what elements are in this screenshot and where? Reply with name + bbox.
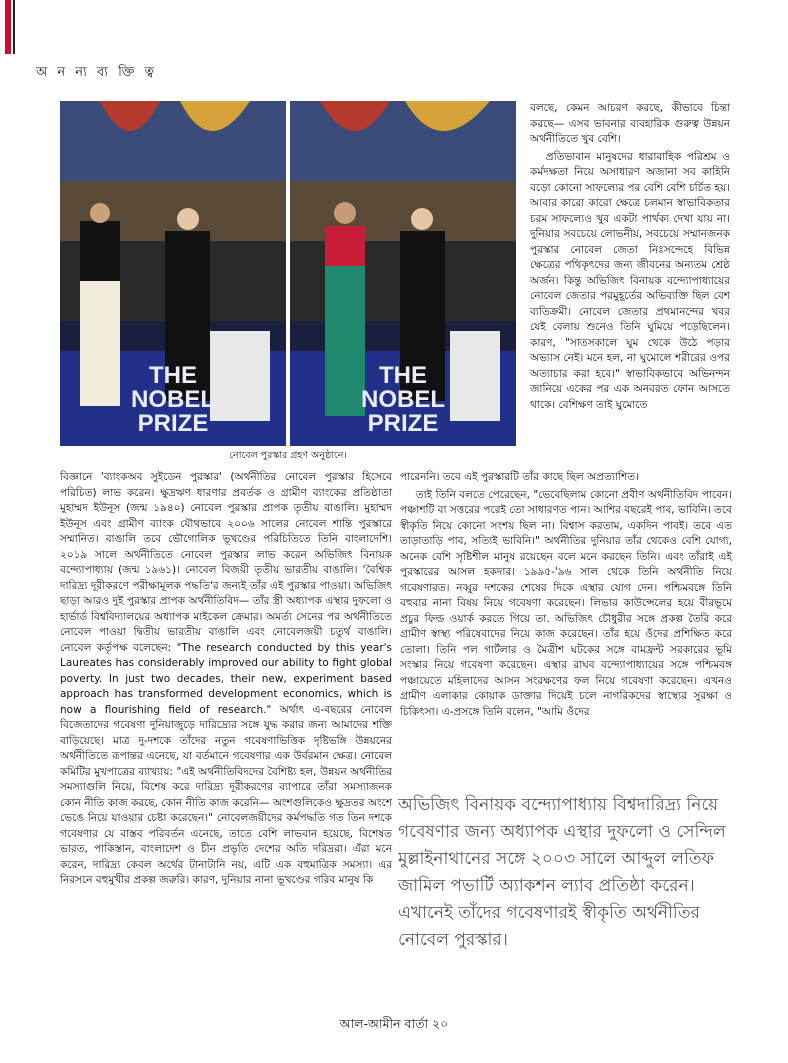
body-column-right (400, 470, 732, 722)
paragraph: প্রতিভাবান মানুষদের ধারাবাহিক পরিশ্রম ও কর্মদক্ষতা নিয়ে অসাধারণ অজানা সব কাহিনি বড়ো কোনো সাফল্যের পর বেশি বেশি চর্চিত হয়। আবার কারো কারো ক্ষেত্রে চলমান স্বাভাবিকতার চরম সাফল্যেও খুব একটা পার্থক্য দেখা যায় না। দুনিয়ার সবচেয়ে লোভনীয়, সবচেয়ে সম্মানজনক পুরস্কার নোবেল জেতা নিঃসন্দেহে বিভিন্ন ক্ষেত্রের পথিকৃৎদের জন্য জীবনের অন্যতম শ্রেষ্ঠ অর্জন। কিন্তু অভিজিৎ বিনায়ক বন্দ্যোপাধ্যায়ের নোবেল জেতার পরমুহূর্তের অভিব্যক্তি ছিল বেশ ব্যতিক্রমী। নোবেল জেতার প্রথমানন্দের খবর যেই বেলায় শুনেও তিনি ঘুমিয়ে পড়েছিলেন। কারণ, "সাতসকালে ঘুম থেকে উঠে পড়ার অভ্যাস নেই। মনে হল, না ঘুমোলে শরীরের ওপর অত্যাচার করা হবে।" স্বাভাবিকভাবে অভিনন্দন জানিয়ে একের পর এক অনবরত ফোন আসতে থাকে। বেশিক্ষণ তাই ঘুমোতে (530, 150, 730, 411)
page-footer: আল-আমীন বার্তা ২০ (339, 1016, 449, 1031)
paragraph: বলছে, কেমন আচরণ করছে, কীভাবে চিন্তা করছে— এসব ভাবনার ব্যবহারিক গুরুত্ব উন্নয়ন অর্থনীতিতে খুব বেশি। (530, 102, 730, 145)
section-title: অ ন ন্য ব্য ক্তি ত্ব (36, 65, 157, 80)
paragraph: পারেননি। তবে এই পুরস্কারটি তাঁর কাছে ছিল অপ্রত্যাশিত। (400, 471, 639, 483)
nobel-ceremony-photo-left (60, 101, 286, 446)
photo-caption: নোবেল পুরস্কার গ্রহণ অনুষ্ঠানে। (229, 450, 347, 461)
paragraph: বিজ্ঞানে 'ব্যাংকঅব সুইডেন পুরস্কার' (অর্থনীতির নোবেল পুরস্কার হিসেবে পরিচিত) লাভ করেন। ক্ষুদ্রঋণ ধারণার প্রবর্তক ও গ্রামীণ ব্যাংকের প্রতিষ্ঠাতা মুহাম্মদ ইউনূস (জন্ম ১৯৪০) নোবেল পুরস্কার প্রাপক তৃতীয় বাঙালি। মুহাম্মদ ইউনূস এবং গ্রামীণ ব্যাংক যৌথভাবে ২০০৬ সালের নোবেল শান্তি পুরস্কারে সম্মানিত। বাঙালি তবে ভৌগোলিক ভূখণ্ডের পরিচিতিতে তিনি বাংলাদেশি। ২০১৯ সালে অর্থনীতিতে নোবেল পুরস্কার লাভ করেন অভিজিৎ বিনায়ক বন্দ্যোপাধ্যায় (জন্ম ১৯৬১)। নোবেল বিজয়ী তৃতীয় ভারতীয় বাঙালি। 'বৈশ্বিক দারিদ্র্য দূরীকরণে পরীক্ষামূলক পদ্ধতি'র জন্যই তাঁর এই পুরস্কার পাওয়া। অভিজিৎ ছাড়া আরও দুই পুরস্কার প্রাপক অর্থনীতিবিদ— তাঁর স্ত্রী অধ্যাপক এস্থার দুফলো ও হার্ভার্ড বিশ্ববিদ্যালয়ের অধ্যাপক মাইকেল ক্রেমার। অমর্ত্য সেনের পর অর্থনীতিতে নোবেল পাওয়া দ্বিতীয় ভারতীয় বাঙালি এবং নোবেলজয়ী চতুর্থ বাঙালি। নোবেল কর্তৃপক্ষ বলেছেন: "The research conducted by this year's Laureates has considerably improved our ability to fight global poverty. In just two decades, their new, experiment based approach has transformed development economics, which is now a flourishing field of research." অর্থাৎ এ-বছরের নোবেল বিজেতাদের গবেষণা দুনিয়াজুড়ে দারিদ্র্যের সঙ্গে যুদ্ধ করার জন্য আমাদের শক্তি বাড়িয়েছে। মাত্র দু-দশকে তাঁদের নতুন গবেষণাভিত্তিক দৃষ্টিভঙ্গি উন্নয়নের অর্থনীতিতে রূপান্তর এনেছে, যা বর্তমানে গবেষণার এক উর্বরমান ক্ষেত্র। নোবেল কমিটির মুখপাত্রের ব্যাখ্যায়: "এই অর্থনীতিবিদদের বৈশিষ্ট্য হল, উন্নয়ন অর্থনীতির সমস্যাগুলি নিয়ে, বিশেষ করে দারিদ্র্য দূরীকরণের ব্যাপারে তাঁরা সমস্যাজনক কোন নীতি কাজ করছে, কোন নীতি কাজ করেনি— অংশগুলিকেও ক্ষুদ্রতর অংশে ভেঙে নিয়ে যাওয়ার চেষ্টা করেছেন।" নোবেলজয়ীদের কর্মপদ্ধতি গত তিন দশকে গবেষণার যে বাস্তব পরিবর্তন এনেছে, তাতে বেশি লাভবান হয়েছে, বিশেষত ভারত, পাকিস্তান, বাংলাদেশ ও চীন প্রভৃতি দেশের অতি দরিদ্ররা। এঁরা মনে করেন, দারিদ্র্য কেবল অর্থের টানাটানি নয়, এটি এক বহুমাত্রিক সমস্যা। এর নিরসনে বহুমুখীর প্রকল্প জরুরি। কারণ, দুনিয়ার নানা ভূখণ্ডের গরিব মানুষ কি (60, 471, 392, 886)
banner-text: NOBEL (131, 386, 215, 413)
pull-quote (398, 792, 734, 954)
body-column-left (60, 470, 392, 889)
banner-text: THE (379, 362, 427, 389)
nobel-ceremony-photo-right (290, 101, 516, 446)
banner-text: PRIZE (367, 410, 439, 437)
accent-bar-thin (13, 0, 15, 54)
pull-quote-text: অভিজিৎ বিনায়ক বন্দ্যোপাধ্যায় বিশ্বদারিদ্র্য নিয়ে গবেষণার জন্য অধ্যাপক এস্থার দুফলো ও সেন্দিল মুল্লাইনাথানের সঙ্গে ২০০৩ সালে আব্দুল লতিফ জামিল পভার্টি অ্যাকশন ল্যাব প্রতিষ্ঠা করেন। এখানেই তাঁদের গবেষণারই স্বীকৃতি অর্থনীতির নোবেল পুরস্কার। (398, 795, 726, 950)
accent-bar (5, 0, 11, 54)
paragraph: তাই তিনি বলতে পেরেছেন, "ভেবেছিলাম কোনো প্রবীণ অর্থনীতিবিদ পাবেন। পঞ্চাশটি বা সত্তরের পরেই তো সাধারণত পান। আশির বছরেই পাব, ভাবিনি। তবে স্বীকৃতি নিয়ে কোনো সংশয় ছিল না। বিশ্বাস করতাম, একদিন পাবই। তবে এত তাড়াতাড়ি পাব, সত্যিই ভাবিনি।" অর্থনীতির দুনিয়ার তাঁর থেকেও বেশি যোগ্য, অনেক বেশি সৃষ্টিশীল মানুষ রয়েছেন বলে মনে করছেন তিনি। এবং তাঁরাই এই পুরস্কারের আসল হকদার। ১৯৯৫-'৯৬ সাল থেকে তিনি অর্থনীতি নিয়ে গবেষণারত। নব্বুর দশকের শেষের দিকে এস্থার যোগ দেন। পশ্চিমবঙ্গে তিনি বহুবার নানা বিষয় নিয়ে গবেষণা করেছেন। লিভার কাউন্সেলের হয়ে বীরভূমে প্রচুর ফিল্ড ওয়ার্ক করতে গিয়ে তা. অভিজিৎ চৌধুরীর সঙ্গে প্রকল্প তৈরি করে গ্রামীণ স্বাস্থ্য পরিষেবাদের নিয়ে কাজ করেছেন। তাঁর হয়ে ওঁদের প্রশিক্ষিত করে তোলা। তিনি পল গার্টলার ও মৈত্রীশ ঘটকের সঙ্গে বামফ্রন্ট সরকারের ভূমি সংস্কার নিয়ে গবেষণা করেছেন। এস্থার রাঘব বন্দ্যোপাধ্যায়ের সঙ্গে পশ্চিমবঙ্গ পঞ্চায়েতে মহিলাদের আসন সংরক্ষণের ফল নিয়ে গবেষণা করেছেন। এখনও গ্রামীণ এলাকার কোয়াক ডাক্তার দিয়েই চলে নাগরিকদের স্বাস্থ্যের সুরক্ষা ও চিকিৎসা। এ-প্রসঙ্গে তিনি বলেন, "আমি ওঁদের (400, 488, 732, 718)
banner-text: THE (149, 362, 197, 389)
right-column-top (530, 101, 730, 415)
banner-text: PRIZE (137, 410, 209, 437)
banner-text: NOBEL (361, 386, 445, 413)
